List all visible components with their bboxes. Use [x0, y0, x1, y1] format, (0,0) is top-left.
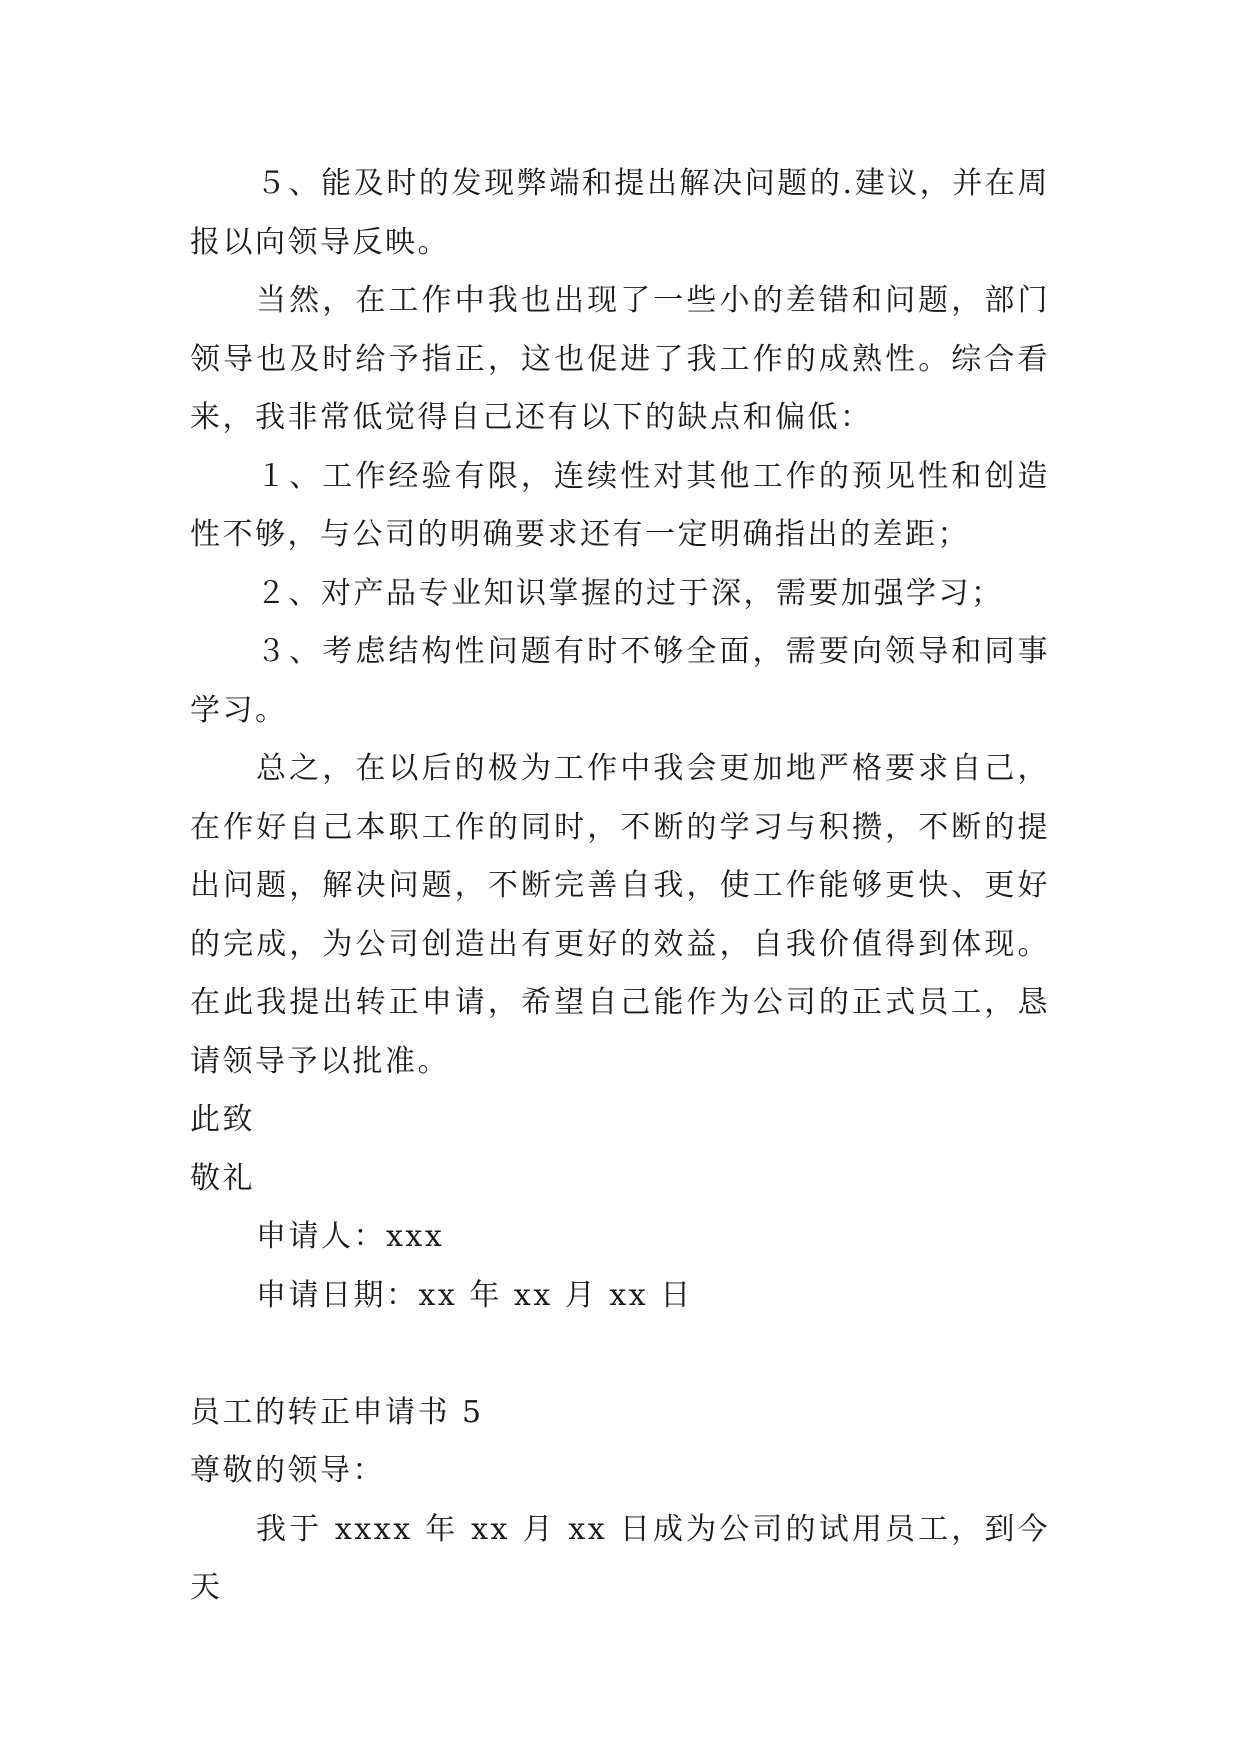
- paragraph-shortcoming-1: １、工作经验有限，连续性对其他工作的预见性和创造性不够，与公司的明确要求还有一定明确指出的差距；: [190, 458, 1050, 552]
- paragraph-shortcoming-2: ２、对产品专业知识掌握的过于深，需要加强学习；: [256, 575, 1004, 611]
- closing-ci-zhi: 此致: [190, 1102, 255, 1137]
- application-date-line: 申请日期：xx 年 xx 月 xx 日: [256, 1277, 693, 1313]
- paragraph-item-5: ５、能及时的发现弊端和提出解决问题的.建议，并在周报以向领导反映。: [190, 166, 1050, 260]
- paragraph-shortcomings-intro: 当然，在工作中我也出现了一些小的差错和问题，部门领导也及时给予指正，这也促进了我工作的成熟性。综合看来，我非常低觉得自己还有以下的缺点和偏低：: [190, 283, 1050, 435]
- closing-jing-li: 敬礼: [190, 1160, 255, 1196]
- section-spacer: [190, 1325, 1050, 1384]
- section-title: 员工的转正申请书 5: [190, 1394, 484, 1430]
- paragraph-opening: 我于 xxxx 年 xx 月 xx 日成为公司的试用员工，到今天: [190, 1511, 1050, 1605]
- applicant-line: 申请人：xxx: [256, 1219, 445, 1254]
- document-body: [190, 155, 1050, 1618]
- paragraph-conclusion: 总之，在以后的极为工作中我会更加地严格要求自己，在作好自己本职工作的同时，不断的学习与积攒，不断的提出问题，解决问题，不断完善自我，使工作能够更快、更好的完成，为公司创造出有更好的效益，自我价值得到体现。在此我提出转正申请，希望自己能作为公司的正式员工，恳请领导予以批准。: [190, 751, 1050, 1079]
- salutation: 尊敬的领导：: [190, 1453, 385, 1488]
- paragraph-shortcoming-3: ３、考虑结构性问题有时不够全面，需要向领导和同事学习。: [190, 634, 1050, 728]
